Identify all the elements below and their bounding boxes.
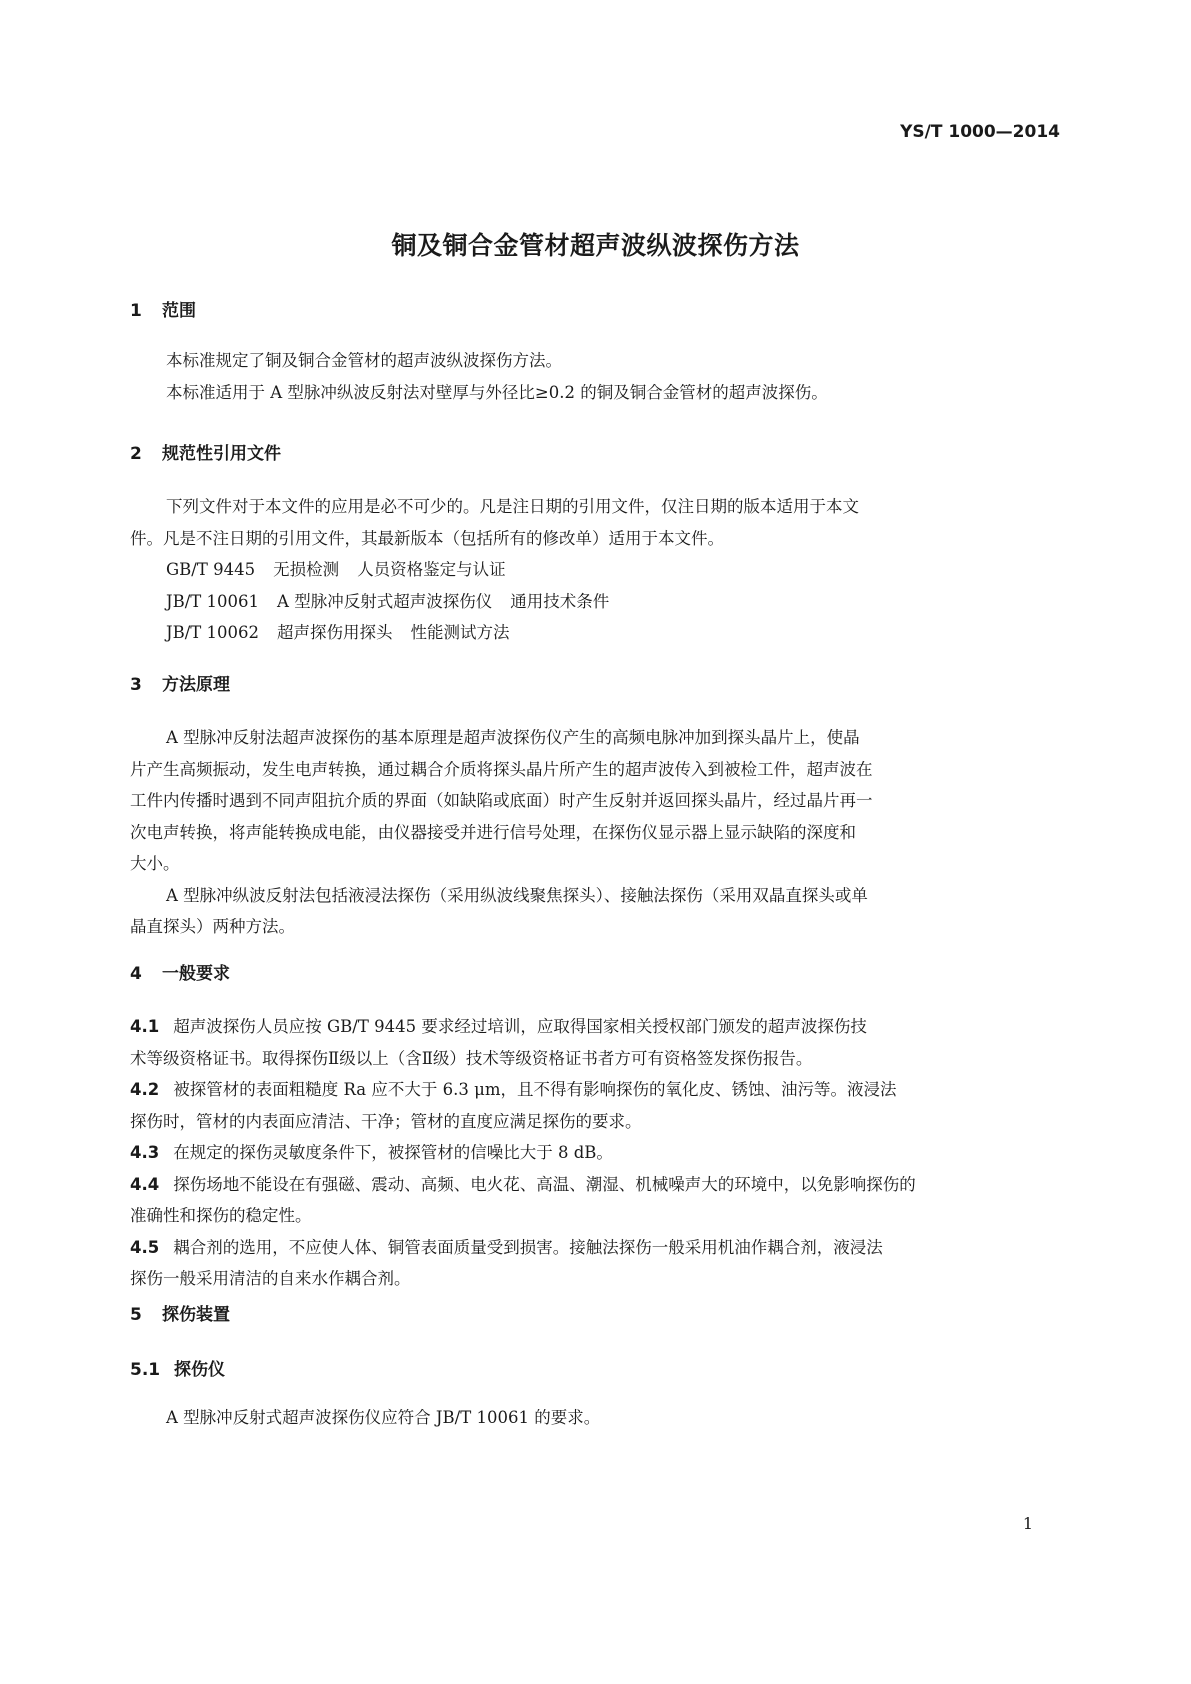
clause-line — [130, 1011, 1065, 1043]
page-number: 1 — [1022, 1514, 1033, 1533]
standard-number: YS/T 1000—2014 — [900, 122, 1060, 142]
paragraph-line: 大小。 — [130, 854, 180, 873]
subsection-number: 5.1 — [130, 1360, 161, 1380]
reference-code: GB/T 9445 — [166, 560, 256, 579]
reference-code: JB/T 10062 — [166, 623, 260, 642]
clause-line — [130, 1169, 1065, 1201]
clause-line — [130, 1137, 1065, 1169]
paragraph-line: 次电声转换，将声能转换成电能，由仪器接受并进行信号处理，在探伤仪显示器上显示缺陷的深度和 — [130, 822, 856, 842]
section-title: 方法原理 — [162, 675, 230, 695]
paragraph-line: A 型脉冲纵波反射法包括液浸法探伤（采用纵波线聚焦探头）、接触法探伤（采用双晶直探头或单 — [166, 885, 868, 905]
clause-number: 4.1 — [130, 1017, 160, 1036]
section-title: 一般要求 — [162, 964, 230, 984]
normative-reference-list — [166, 554, 609, 649]
paragraph-line: 工件内传播时遇到不同声阻抗介质的界面（如缺陷或底面）时产生反射并返回探头晶片，经过晶片再一 — [130, 791, 873, 810]
section-2-intro — [130, 491, 1065, 554]
reference-item — [166, 617, 609, 649]
reference-code: JB/T 10061 — [166, 591, 260, 611]
reference-item — [166, 554, 609, 586]
section-4-heading — [130, 959, 230, 984]
paragraph: 本标准规定了铜及铜合金管材的超声波纵波探伤方法。 — [166, 351, 562, 370]
clause-text: 耦合剂的选用，不应使人体、铜管表面质量受到损害。接触法探伤一般采用机油作耦合剂，液浸法 — [173, 1237, 883, 1257]
clause-number: 4.2 — [130, 1080, 160, 1099]
paragraph: 本标准适用于 A 型脉冲纵波反射法对壁厚与外径比≥0.2 的铜及铜合金管材的超声波探伤。 — [166, 382, 828, 402]
section-title: 规范性引用文件 — [162, 444, 281, 464]
section-title: 范围 — [162, 301, 196, 321]
section-number: 3 — [130, 675, 142, 695]
document-title: 铜及铜合金管材超声波纵波探伤方法 — [391, 231, 800, 260]
section-title: 探伤装置 — [162, 1305, 230, 1325]
paragraph-line: 下列文件对于本文件的应用是必不可少的。凡是注日期的引用文件，仅注日期的版本适用于本文 — [166, 497, 859, 516]
section-3-body — [130, 722, 1065, 943]
paragraph-line: 件。凡是不注日期的引用文件，其最新版本（包括所有的修改单）适用于本文件。 — [130, 528, 724, 548]
clause-line: 术等级资格证书。取得探伤Ⅱ级以上（含Ⅱ级）技术等级资格证书者方可有资格签发探伤报告。 — [130, 1048, 813, 1068]
section-number: 5 — [130, 1305, 142, 1325]
clause-line: 准确性和探伤的稳定性。 — [130, 1206, 312, 1225]
section-number: 2 — [130, 444, 142, 464]
clause-text: 超声波探伤人员应按 GB/T 9445 要求经过培训，应取得国家相关授权部门颁发的超声波探伤技 — [173, 1017, 867, 1036]
section-4-clauses — [130, 1011, 1065, 1295]
reference-title-part: 人员资格鉴定与认证 — [357, 560, 506, 579]
clause-number: 4.3 — [130, 1143, 160, 1162]
reference-title-part: 无损检测 — [273, 560, 340, 579]
paragraph: A 型脉冲反射式超声波探伤仪应符合 JB/T 10061 的要求。 — [166, 1408, 601, 1427]
section-number: 4 — [130, 964, 142, 984]
paragraph-line: 晶直探头）两种方法。 — [130, 917, 295, 936]
clause-line — [130, 1232, 1065, 1264]
reference-title-part: A 型脉冲反射式超声波探伤仪 — [277, 591, 493, 611]
clause-number: 4.5 — [130, 1237, 160, 1257]
reference-title-part: 超声探伤用探头 — [277, 623, 393, 642]
reference-title-part: 性能测试方法 — [410, 623, 510, 642]
clause-line: 探伤时，管材的内表面应清洁、干净；管材的直度应满足探伤的要求。 — [130, 1111, 642, 1131]
section-5-heading — [130, 1300, 230, 1325]
section-2-heading — [130, 439, 281, 464]
subsection-5-1-body — [130, 1402, 1065, 1434]
paragraph-line: 片产生高频振动，发生电声转换，通过耦合介质将探头晶片所产生的超声波传入到被检工件，超声波在 — [130, 759, 873, 779]
subsection-5-1-heading — [130, 1355, 225, 1380]
section-1-heading — [130, 296, 196, 321]
subsection-title: 探伤仪 — [174, 1360, 225, 1380]
paragraph-line: A 型脉冲反射法超声波探伤的基本原理是超声波探伤仪产生的高频电脉冲加到探头晶片上，使晶 — [166, 728, 860, 747]
clause-text: 在规定的探伤灵敏度条件下，被探管材的信噪比大于 8 dB。 — [173, 1143, 613, 1162]
reference-item — [166, 586, 609, 618]
section-number: 1 — [130, 301, 142, 321]
clause-line: 探伤一般采用清洁的自来水作耦合剂。 — [130, 1269, 411, 1288]
clause-text: 被探管材的表面粗糙度 Ra 应不大于 6.3 μm，且不得有影响探伤的氧化皮、锈蚀、油污等。液浸法 — [173, 1080, 897, 1099]
clause-text: 探伤场地不能设在有强磁、震动、高频、电火花、高温、潮湿、机械噪声大的环境中，以免影响探伤的 — [173, 1174, 916, 1194]
reference-title-part: 通用技术条件 — [510, 591, 610, 611]
section-3-heading — [130, 670, 230, 695]
clause-number: 4.4 — [130, 1174, 160, 1194]
section-1-body — [130, 345, 1065, 408]
clause-line — [130, 1074, 1065, 1106]
